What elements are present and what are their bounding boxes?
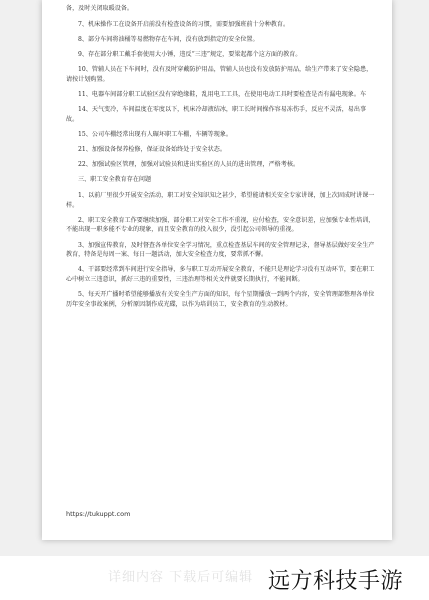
footer-bar (0, 556, 429, 600)
list-item: 7、机床操作工在设备开启前没有检查设备的习惯，需要加强班前十分种教育。 (78, 20, 290, 28)
section-item: 5、每天开广播时希望能够播放有关安全生产方面的知识，每个星期播放一到两个内容，安全管理部整理各单位历年安全事故案例，分析原因制作成光碟，以作为培训员工，安全教育的生动教材。 (66, 291, 375, 308)
paragraph-continued: 备，及时关闭取暖设备。 (66, 5, 134, 12)
section-item: 1、以前厂里很少开展安全活动，职工对安全知识知之甚少，希望能请相关安全专家讲课，加上次固成时讲课一样。 (66, 192, 375, 209)
list-item: 11、电器车间部分职工试验区没有穿绝缘鞋，乱用电工工具，在使用电动工具时要检查是否有漏电现象。车 (78, 90, 367, 98)
brand-watermark: 远方科技手游 (268, 569, 404, 594)
list-item: 22、加强试验区管理，加强对试验员和进出实验区的人员的进出管理，严格考核。 (78, 161, 300, 169)
section-item: 3、加强宣传教育，及时督查各单位安全学习情况，重点检查基层车间的安全管理记录，督导基层做好安全生产教育，特备是每周一案、每日一题活动，加大安全检查力度，要常抓不懈。 (66, 241, 375, 259)
section-item: 2、职工安全教育工作要继续加强，部分职工对安全工作不重视，应付检查，安全意识差，应加强专业性培训，不能出现一职多能不专业的现象，而且安全教育的投入很少，没引起公司领导的重视。 (66, 216, 375, 234)
list-item: 15、公司车棚经常出现有人碾坏职工车棚，车辆等现象。 (78, 130, 233, 138)
section-item: 4、干部要经常到车间进行安全指导，多与职工互动开展安全教育，不能只是理论学习没有互动环节，要在职工心中树立三违意识，抓好三违的重要性，三违治理等相关文件就要长期执行，不能间断。 (66, 266, 375, 283)
list-item: 8、部分车间将油桶等易燃物存在车间，没有放到指定的安全位置。 (78, 35, 259, 43)
source-url[interactable]: https://tukuppt.com (66, 510, 131, 518)
section-heading: 三、职工安全教育存在问题 (78, 176, 152, 184)
document-body (42, 0, 392, 309)
list-item: 9、存在部分职工戴手套使用大小锤，违反“三违”规定，要梁起都个这方面的教育。 (78, 50, 302, 58)
list-item: 10、管辅人员在下车间时，没有及时穿戴防护用品，管辅人员也没有发放防护用品，给生产带来了安全隐患，请按计划购置。 (66, 66, 373, 83)
download-hint: 详细内容 下载后可编辑 (108, 570, 254, 585)
list-item: 14、天气变冷，车间温度在零度以下，机床冷却液结冰，职工长时间操作容易冻伤手，反应不灵活，易出事故。 (66, 106, 367, 123)
document-page (42, 0, 392, 540)
list-item: 21、加强设备保养检修，保证设备始终处于安全状态。 (78, 146, 226, 154)
